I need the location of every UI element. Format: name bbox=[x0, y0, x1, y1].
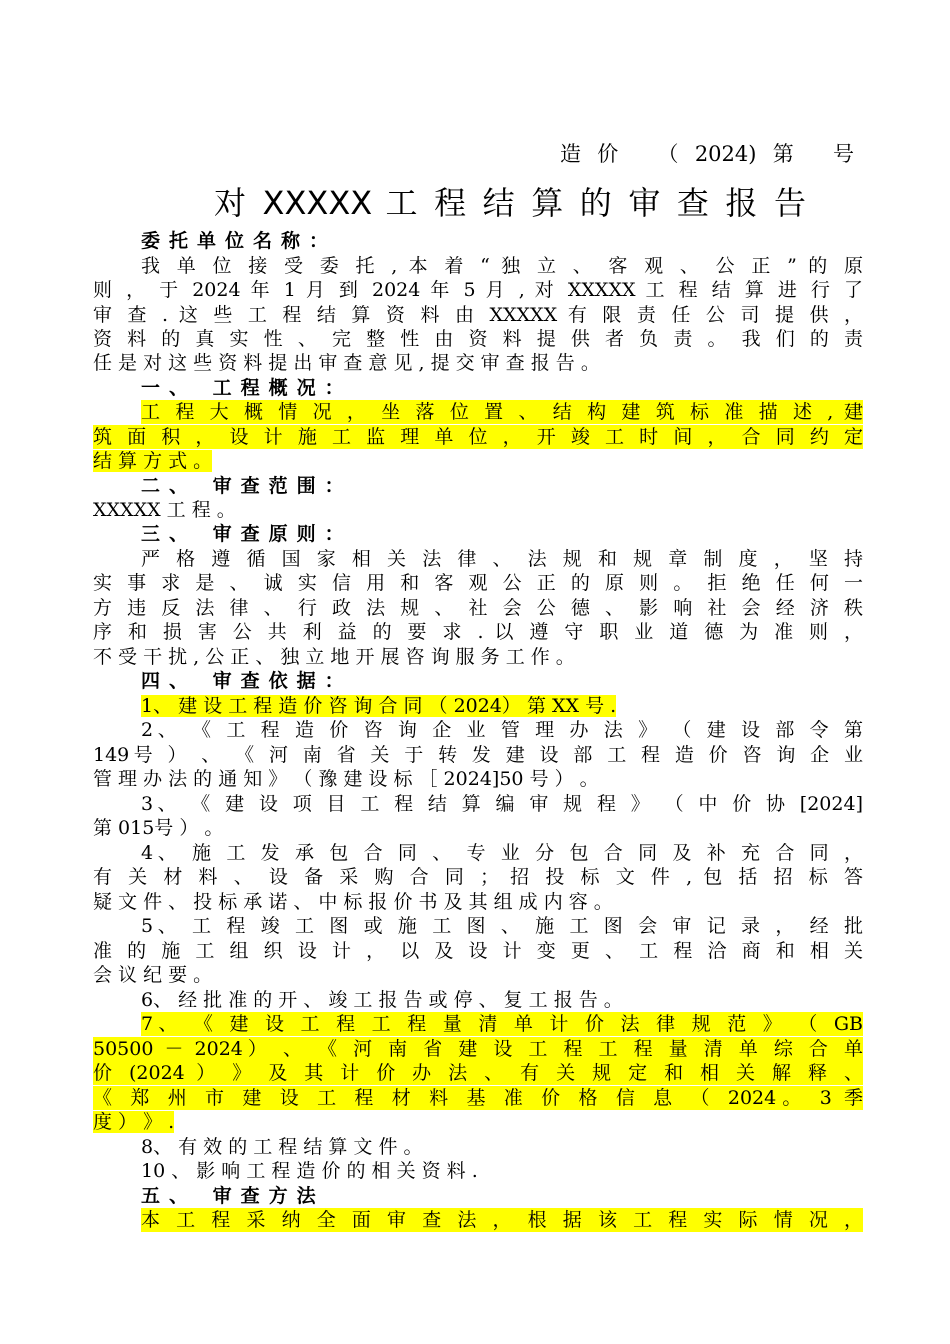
section-5-heading: 五、 审查方法 bbox=[141, 1185, 325, 1207]
intro-line-4: 资 料 的 真 实 性 、 完 整 性 由 资 料 提 供 者 负 责 。 我 们 的 责 bbox=[93, 328, 863, 350]
basis-item-4-line-3: 疑 文 件 、 投 标 承 诺 、 中 标 报 价 书 及 其 组 成 内 容 。 bbox=[93, 891, 613, 913]
basis-item-4-line-1: 4、 施 工 发 承 包 合 同 、 专 业 分 包 合 同 及 补 充 合 同 ， bbox=[141, 842, 863, 864]
client-label: 委托单位名称： bbox=[141, 230, 338, 252]
section-3-line-1: 严 格 遵 循 国 家 相 关 法 律 、 法 规 和 规 章 制 度 ， 坚 持 bbox=[141, 548, 863, 570]
basis-item-6: 6、 经 批 准 的 开 、 竣 工 报 告 或 停 、 复 工 报 告 。 bbox=[141, 989, 623, 1011]
basis-item-1-text: 1、 建 设 工 程 造 价 咨 询 合 同 （ 2024） 第 XX 号 . bbox=[141, 695, 617, 717]
basis-item-3-line-2: 第 015号 ） 。 bbox=[93, 817, 224, 839]
section-1-line-3-text: 结 算 方 式 。 bbox=[93, 450, 213, 472]
intro-line-5: 任 是 对 这 些 资 料 提 出 审 查 意 见 , 提 交 审 查 报 告 。 bbox=[93, 352, 600, 374]
section-5-line-1: 本 工 程 采 纳 全 面 审 查 法 ， 根 据 该 工 程 实 际 情 况 ， bbox=[141, 1209, 863, 1231]
basis-item-5-line-1: 5、 工 程 竣 工 图 或 施 工 图 、 施 工 图 会 审 记 录 ， 经 批 bbox=[141, 915, 863, 937]
basis-item-7-line-1: 7、 《 建 设 工 程 工 程 量 清 单 计 价 法 律 规 范 》 （ GB bbox=[141, 1013, 863, 1035]
basis-item-4-line-2: 有 关 材 料 、 设 备 采 购 合 同 ； 招 投 标 文 件 , 包 括 招 标 答 bbox=[93, 866, 863, 888]
section-1-line-1: 工 程 大 概 情 况 ， 坐 落 位 置 、 结 构 建 筑 标 准 描 述 , 建 bbox=[141, 401, 863, 423]
intro-line-3: 审 查 . 这 些 工 程 结 算 资 料 由 XXXXX 有 限 责 任 公 司 提 供 ， bbox=[93, 304, 863, 326]
basis-item-7-line-5-text: 度 ） 》 . bbox=[93, 1111, 175, 1133]
basis-item-1 bbox=[141, 694, 863, 718]
section-3-line-2: 实 事 求 是 、 诚 实 信 用 和 客 观 公 正 的 原 则 。 拒 绝 任 何 一 bbox=[93, 572, 863, 594]
basis-item-5-line-3: 会 议 纪 要 。 bbox=[93, 964, 213, 986]
basis-item-2-line-3: 管 理 办 法 的 通 知 》 （ 豫 建 设 标 ［ 2024]50 号 ） 。 bbox=[93, 768, 599, 790]
section-2-text: XXXXX 工 程 。 bbox=[93, 499, 236, 521]
report-title: 对 XXXXX 工 程 结 算 的 审 查 报 告 bbox=[214, 184, 806, 222]
basis-item-8: 8、 有 效 的 工 程 结 算 文 件 。 bbox=[141, 1136, 423, 1158]
section-1-heading: 一、 工程概况： bbox=[141, 377, 353, 399]
basis-item-10: 10 、 影 响 工 程 造 价 的 相 关 资 料 . bbox=[141, 1160, 478, 1182]
section-3-line-3: 方 违 反 法 律 、 行 政 法 规 、 社 会 公 德 、 影 响 社 会 经 济 秩 bbox=[93, 597, 863, 619]
section-4-heading: 四、 审查依据： bbox=[141, 670, 353, 692]
basis-item-2-line-2: 149号 ） 、 《 河 南 省 关 于 转 发 建 设 部 工 程 造 价 咨 询 企 业 bbox=[93, 744, 863, 766]
section-2-heading: 二、 审查范围： bbox=[141, 475, 353, 497]
document-code: 造价 （2024)第 号 bbox=[560, 142, 854, 166]
section-3-line-5: 不 受 干 扰 , 公 正 、 独 立 地 开 展 咨 询 服 务 工 作 。 bbox=[93, 646, 575, 668]
basis-item-5-line-2: 准 的 施 工 组 织 设 计 ， 以 及 设 计 变 更 、 工 程 洽 商 和 相 关 bbox=[93, 940, 863, 962]
basis-item-2-line-1: 2、 《 工 程 造 价 咨 询 企 业 管 理 办 法 》 （ 建 设 部 令 第 bbox=[141, 719, 863, 741]
intro-line-1: 我 单 位 接 受 委 托 , 本 着 “ 独 立 、 客 观 、 公 正 ” 的 原 bbox=[141, 255, 863, 277]
basis-item-3-line-1: 3、 《 建 设 项 目 工 程 结 算 编 审 规 程 》 （ 中 价 协 [2024] bbox=[141, 793, 863, 815]
section-1-line-2: 筑 面 积 ， 设 计 施 工 监 理 单 位 ， 开 竣 工 时 间 ， 合 同 约 定 bbox=[93, 426, 863, 448]
basis-item-7-line-5 bbox=[93, 1110, 863, 1134]
basis-item-7-line-4: 《 郑 州 市 建 设 工 程 材 料 基 准 价 格 信 息 （ 2024。 3 季 bbox=[93, 1087, 863, 1109]
basis-item-7-line-3: 价 (2024 ） 》 及 其 计 价 办 法 、 有 关 规 定 和 相 关 解 释 、 bbox=[93, 1062, 863, 1084]
section-3-heading: 三、 审查原则： bbox=[141, 523, 353, 545]
section-3-line-4: 序 和 损 害 公 共 利 益 的 要 求 . 以 遵 守 职 业 道 德 为 准 则 ， bbox=[93, 621, 863, 643]
section-1-line-3 bbox=[93, 449, 863, 473]
basis-item-7-line-2: 50500 － 2024） 、 《 河 南 省 建 设 工 程 工 程 量 清 单 综 合 单 bbox=[93, 1038, 863, 1060]
intro-line-2: 则 ， 于 2024 年 1 月 到 2024 年 5 月 , 对 XXXXX 工 程 结 算 进 行 了 bbox=[93, 279, 863, 301]
